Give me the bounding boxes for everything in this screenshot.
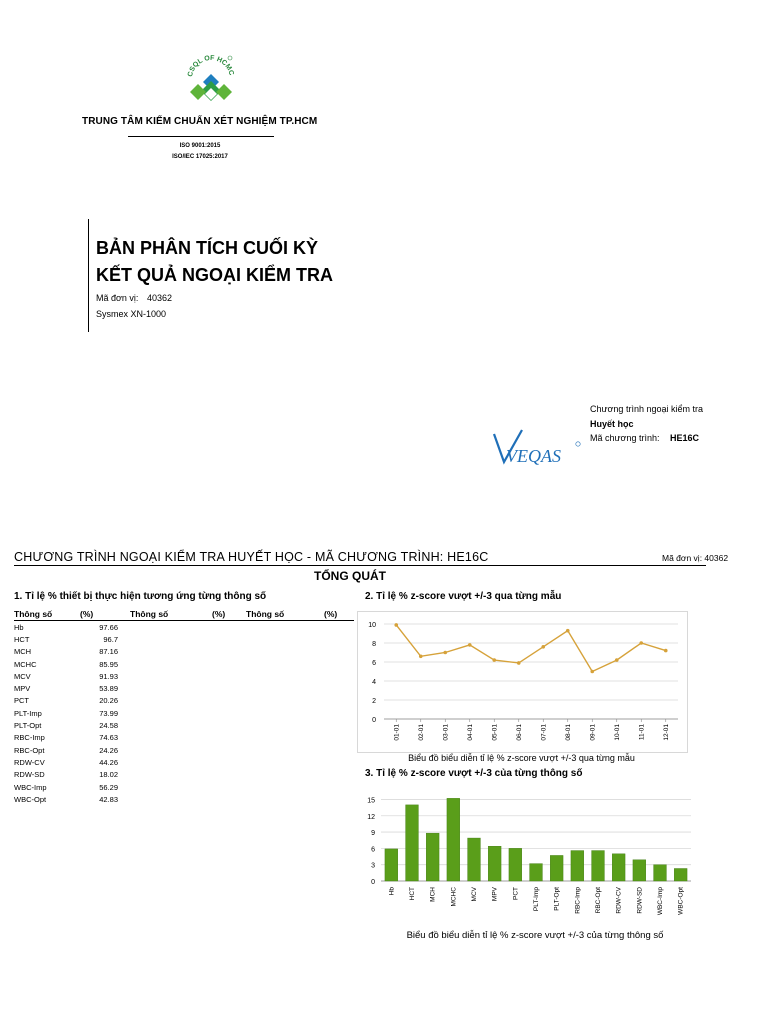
param-percent: 74.63 [99, 733, 118, 743]
x-tick-label: 08-01 [564, 724, 572, 741]
bar [530, 864, 543, 881]
unit-code-value: 40362 [146, 293, 172, 303]
x-tick-label: 04-01 [466, 724, 474, 741]
table-row [14, 769, 354, 781]
param-percent: 42.83 [99, 794, 118, 804]
y-tick-label: 6 [372, 660, 376, 667]
x-tick-label: MCHC [450, 887, 458, 907]
svg-text:CSQL OF HCMC [187, 55, 235, 78]
org-divider [128, 136, 274, 137]
table-row [14, 682, 354, 694]
x-tick-label: MCH [429, 887, 437, 902]
bar [592, 851, 605, 881]
x-tick-label: 09-01 [589, 724, 597, 741]
param-name: PLT-Imp [14, 708, 42, 718]
table-row [14, 732, 354, 744]
table-body [14, 621, 354, 806]
x-tick-label: WBC-Opt [677, 887, 685, 915]
param-percent: 87.16 [99, 647, 118, 657]
line-chart [358, 612, 687, 752]
y-tick-label: 4 [372, 679, 376, 686]
param-name: WBC-Opt [14, 794, 47, 804]
x-tick-label: Hb [388, 887, 396, 896]
y-tick-label: 0 [371, 879, 375, 886]
unit-code-label: Mã đơn vị: [96, 293, 139, 303]
param-percent: 97.66 [99, 622, 118, 632]
param-name: PCT [14, 696, 29, 706]
y-tick-label: 6 [371, 846, 375, 854]
param-name: MPV [14, 684, 31, 694]
col-header: Thông số [14, 608, 80, 621]
org-name: TRUNG TÂM KIỂM CHUẨN XÉT NGHIỆM TP.HCM [82, 116, 318, 127]
param-percent: 85.95 [99, 659, 118, 669]
table-row [14, 646, 354, 658]
param-percent: 96.7 [103, 634, 118, 644]
program-label: Chương trình ngoại kiểm tra [590, 404, 703, 414]
unit-code-row [96, 293, 172, 303]
overview-title: TỔNG QUÁT [314, 569, 386, 583]
data-point [590, 670, 594, 674]
param-name: MCV [14, 671, 31, 681]
report-title-line2: KẾT QUẢ NGOẠI KIỂM TRA [96, 265, 333, 285]
iso-9001: ISO 9001:2015 [179, 143, 221, 149]
data-point [468, 643, 472, 647]
data-point [566, 629, 570, 633]
x-tick-label: PLT-Opt [553, 887, 561, 911]
bar [674, 868, 687, 881]
param-percent: 56.29 [99, 782, 118, 792]
data-point [615, 658, 619, 662]
table-row [14, 781, 354, 793]
param-name: WBC-Imp [14, 782, 47, 792]
param-name: RBC-Opt [14, 745, 45, 755]
program-header-unit: Mã đơn vị: 40362 [662, 553, 729, 563]
param-percent: 53.89 [99, 684, 118, 694]
col-header: (%) [80, 608, 130, 621]
data-point [419, 655, 423, 659]
bar [633, 860, 646, 881]
y-tick-label: 12 [367, 813, 375, 821]
bar-chart-caption: Biểu đồ biểu diễn tỉ lệ % z-score vượt +/-3 của từng thông số [406, 930, 664, 941]
table-row [14, 695, 354, 707]
data-point [639, 641, 643, 645]
x-tick-label: PLT-Imp [533, 887, 540, 912]
report-title-line1: BẢN PHÂN TÍCH CUỐI KỲ [96, 238, 319, 258]
param-name: Hb [14, 622, 24, 632]
program-header: CHƯƠNG TRÌNH NGOẠI KIỂM TRA HUYẾT HỌC - MÃ CHƯƠNG TRÌNH: HE16C [14, 550, 489, 564]
param-name: RDW-CV [14, 757, 45, 767]
device-name: Sysmex XN-1000 [96, 309, 167, 319]
section1-title: 1. Tỉ lệ % thiết bị thực hiện tương ứng từng thông số [14, 591, 267, 602]
bar [426, 833, 439, 881]
param-percent: 24.26 [99, 745, 118, 755]
param-name: PLT-Opt [14, 721, 42, 731]
table-row [14, 756, 354, 768]
y-tick-label: 9 [371, 830, 375, 838]
x-tick-label: RDW-SD [636, 887, 644, 914]
x-tick-label: MCV [471, 887, 478, 902]
col-header: Thông số [130, 608, 212, 621]
bar-chart [357, 784, 697, 924]
table-row [14, 707, 354, 719]
bar [406, 805, 419, 881]
bar [550, 855, 563, 881]
col-header: (%) [324, 608, 354, 621]
x-tick-label: 02-01 [417, 724, 425, 741]
param-percent: 73.99 [99, 708, 118, 718]
x-tick-label: 07-01 [540, 724, 548, 741]
bar [468, 838, 481, 881]
program-code: HE16C [669, 433, 699, 443]
table-row [14, 793, 354, 805]
bar [488, 846, 501, 881]
param-percent: 20.26 [99, 696, 118, 706]
bar [385, 849, 398, 881]
table-row [14, 670, 354, 682]
data-point [492, 658, 496, 662]
bar [612, 854, 625, 881]
x-tick-label: HCT [409, 887, 416, 901]
y-tick-label: 3 [371, 862, 375, 870]
param-percent: 24.58 [99, 721, 118, 731]
bar-chart-frame [357, 784, 697, 924]
table-row [14, 621, 354, 634]
veqas-logo-text: VEQAS [506, 446, 561, 466]
table-header-row [14, 608, 354, 621]
x-tick-label: 12-01 [662, 724, 670, 741]
x-tick-label: WBC-Imp [657, 887, 664, 916]
program-name: Huyết học [590, 419, 634, 429]
data-point [394, 623, 398, 627]
x-tick-label: 03-01 [442, 724, 450, 741]
bar [509, 848, 522, 881]
param-name: MCHC [14, 659, 37, 669]
header-rule [14, 565, 706, 566]
line-chart-caption: Biểu đồ biểu diễn tỉ lệ % z-score vượt +/-3 qua từng mẫu [408, 753, 635, 763]
x-tick-label: PCT [512, 887, 520, 900]
device-percent-table [14, 608, 354, 805]
org-logo [186, 52, 236, 108]
col-header: (%) [212, 608, 246, 621]
x-tick-label: 05-01 [491, 724, 499, 741]
col-header: Thông số [246, 608, 324, 621]
y-tick-label: 8 [372, 641, 376, 648]
veqas-logo [492, 428, 584, 468]
y-tick-label: 2 [372, 698, 376, 705]
bar [447, 798, 460, 881]
param-name: MCH [14, 647, 32, 657]
line-chart-frame [357, 611, 688, 753]
param-percent: 44.26 [99, 757, 118, 767]
param-name: RBC-Imp [14, 733, 45, 743]
data-point [517, 661, 521, 665]
x-tick-label: 01-01 [393, 724, 401, 741]
y-tick-label: 15 [367, 797, 375, 805]
x-tick-label: 11-01 [638, 724, 646, 741]
table-row [14, 744, 354, 756]
data-point [664, 649, 668, 653]
x-tick-label: 10-01 [613, 724, 621, 741]
param-percent: 91.93 [99, 671, 118, 681]
iso-17025: ISO/IEC 17025:2017 [172, 154, 228, 160]
title-bar [88, 219, 89, 332]
y-tick-label: 0 [372, 717, 376, 724]
program-code-row [590, 433, 699, 443]
y-tick-label: 10 [368, 622, 376, 629]
bar [571, 851, 584, 881]
x-tick-label: RDW-CV [615, 887, 623, 914]
series-line [396, 625, 666, 672]
table-row [14, 633, 354, 645]
bar [654, 865, 667, 881]
section2-title: 2. Tỉ lệ % z-score vượt +/-3 qua từng mẫu [365, 591, 562, 602]
param-name: HCT [14, 634, 30, 644]
x-tick-label: MPV [491, 887, 499, 902]
section3-title: 3. Tỉ lệ % z-score vượt +/-3 của từng thông số [365, 768, 583, 779]
table-row [14, 719, 354, 731]
x-tick-label: RBC-Opt [595, 887, 602, 914]
program-code-label: Mã chương trình: [590, 433, 660, 443]
param-percent: 18.02 [99, 770, 118, 780]
x-tick-label: 06-01 [515, 724, 523, 741]
org-logo-text: CSQL OF HCMC [187, 54, 235, 78]
x-tick-label: RBC-Imp [574, 887, 582, 914]
param-name: RDW-SD [14, 770, 45, 780]
table-row [14, 658, 354, 670]
data-point [443, 651, 447, 655]
data-point [541, 645, 545, 649]
